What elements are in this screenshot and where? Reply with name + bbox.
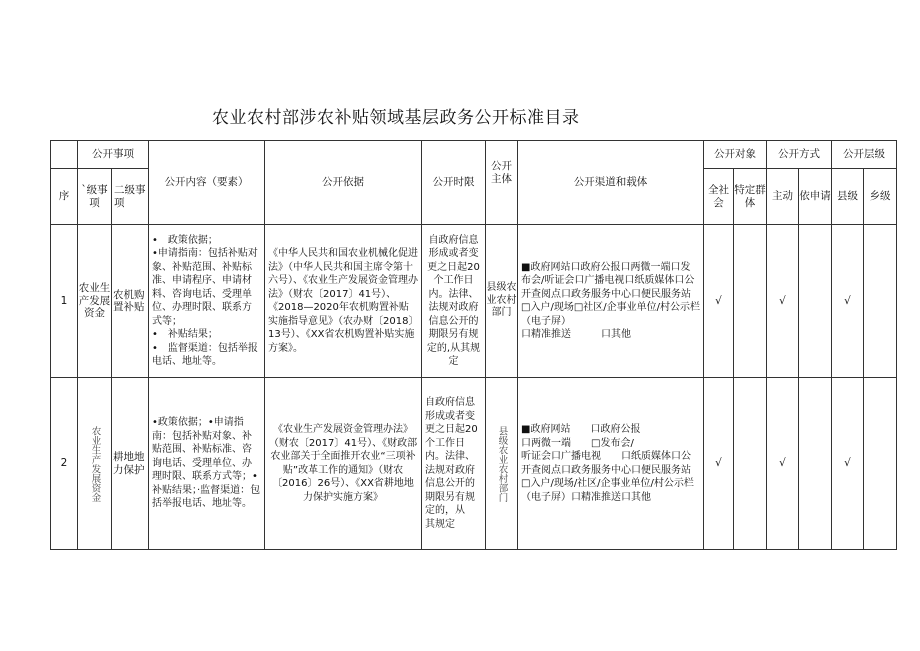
header-level-county: 县级 <box>832 169 864 225</box>
table-row <box>51 378 897 550</box>
header-method-active: 主动 <box>767 169 799 225</box>
row-level1: 农业生产发展资金 <box>89 425 101 502</box>
row-method-active: √ <box>767 378 799 550</box>
header-method: 公开方式 <box>767 141 832 169</box>
header-level-township: 乡级 <box>864 169 897 225</box>
header-level2: 二级事项 <box>112 169 149 225</box>
row-time-limit: 自政府信息形成或者变更之日起20个工作日内。法律、法规对政府信息公开的期限另有规定的，从 其规定 <box>422 378 486 550</box>
row-method-active: √ <box>767 225 799 378</box>
row-seq: 1 <box>51 225 78 378</box>
header-level: 公开层级 <box>832 141 897 169</box>
table-row <box>51 225 897 378</box>
header-open-items: 公开事项 <box>78 141 149 169</box>
header-content: 公开内容（要素） <box>149 141 265 225</box>
row-content: • 政策依据； •申请指南：包括补贴对象、补贴范围、补贴标准、申请程序、申请材料、咨询电话、受理单位、办理时限、联系方式等； • 补贴结果； • 监督渠道：包括举报电话、地址等。 <box>149 225 265 378</box>
row-target-all: √ <box>704 225 734 378</box>
header-channel: 公开渠道和载体 <box>518 141 704 225</box>
header-target-specific: 特定群体 <box>734 169 767 225</box>
row-target-specific <box>734 378 767 550</box>
row-subject: 县级农业农村部门 <box>486 225 518 378</box>
header-target-all: 全社会 <box>704 169 734 225</box>
header-method-apply: 依申请 <box>799 169 832 225</box>
row-level-county: √ <box>832 225 864 378</box>
header-seq: 序 <box>51 169 78 225</box>
page-title: 农业农村部涉农补贴领域基层政务公开标准目录 <box>212 108 580 128</box>
standards-table <box>50 140 897 550</box>
row-method-apply <box>799 378 832 550</box>
row-channel: ■政府网站 口政府公报 口两微一端 □发布会/ 听证会口广播电视 口纸质媒体口公开查阅点口政务服务中心口便民服务站□入户/现场/社区/企事业单位/村公示栏（电子屏）口精准推送口其他 <box>518 378 704 550</box>
header-basis: 公开依据 <box>265 141 422 225</box>
row-time-limit: 自政府信息形成或者变更之日起20个工作日内。法律、法规对政府信息公开的期限另有规定的,从其规定 <box>422 225 486 378</box>
row-level1: 农业生产发展资金 <box>78 225 112 378</box>
header-subject: 公开主体 <box>486 141 518 225</box>
row-content: •政策依据；•申请指南：包括补贴对象、补贴范围、补贴标准、咨询电话、受理单位、办理时限、联系方式等；•补贴结果；·监督渠道：包括举报电话、地址等。 <box>149 378 265 550</box>
row-level2: 耕地地力保护 <box>112 378 149 550</box>
row-basis: 《中华人民共和国农业机械化促进法》（中华人民共和国主席令第十六号）、《农业生产发展资金管理办法》（财农〔2017〕41号）、《2018—2020年农机购置补贴实施指导意见》（农办财〔2018〕13号）、《XX省农机购置补贴实施方案》。 <box>265 225 422 378</box>
row-target-specific <box>734 225 767 378</box>
header-level1: `级事项 <box>78 169 112 225</box>
row-level2: 农机购置补贴 <box>112 225 149 378</box>
row-method-apply <box>799 225 832 378</box>
row-level-township <box>864 378 897 550</box>
row-channel: ■政府网站口政府公报口两微一端口发布会/听证会口广播电视口纸质媒体口公开查阅点口政务服务中心口便民服务站□入户/现场□社区/企事业单位/村公示栏（电子屏） 口精准推送 口其他 <box>518 225 704 378</box>
row-level-township <box>864 225 897 378</box>
row-seq: 2 <box>51 378 78 550</box>
row-basis: 《农业生产发展资金管理办法》（财农〔2017〕41号）、《财政部农业部关于全面推开农业“三项补贴”改革工作的通知》（财农〔2016〕26号）、《XX省耕地地力保护实施方案》 <box>265 378 422 550</box>
row-level-county: √ <box>832 378 864 550</box>
header-target: 公开对象 <box>704 141 767 169</box>
row-target-all: √ <box>704 378 734 550</box>
header-row-1 <box>51 141 897 169</box>
header-time-limit: 公开时限 <box>422 141 486 225</box>
row-subject: 县级农业农村部门 <box>496 425 508 502</box>
